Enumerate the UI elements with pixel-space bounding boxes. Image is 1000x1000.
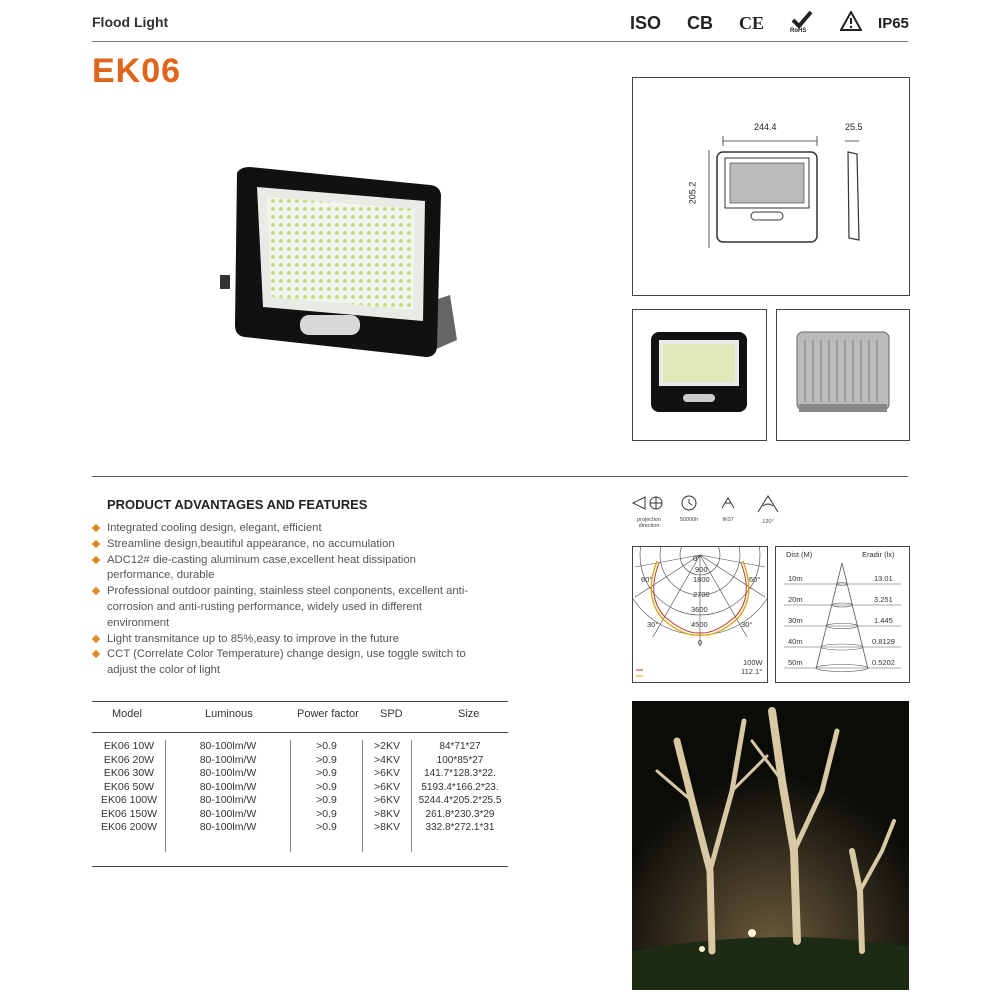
width-dimension: 244.4 (754, 122, 777, 132)
dist-header: Dist (M) (786, 550, 813, 559)
cb-mark: CB (687, 12, 714, 33)
table-cell: >0.9 (316, 780, 337, 793)
impact-rating-icon: IK07 (716, 494, 740, 523)
table-cell: >6KV (374, 767, 400, 779)
ip-rating: IP65 (878, 14, 909, 32)
lux-header: Eradir (lx) (862, 550, 895, 559)
luminous-column (166, 740, 290, 835)
dist-value: 20m (788, 595, 803, 604)
features-title: PRODUCT ADVANTAGES AND FEATURES (107, 497, 368, 512)
polar-label: 30° (647, 620, 659, 629)
polar-label: 1800 (693, 575, 710, 584)
table-cell: 80-100lm/W (199, 753, 257, 766)
table-cell: EK06 200W (100, 821, 158, 833)
lux-value: 13.01 (874, 574, 893, 583)
column-header: Model (112, 708, 142, 720)
lux-value: 0.8129 (872, 637, 895, 646)
dist-value: 10m (788, 574, 803, 583)
illuminance-table (775, 546, 910, 683)
table-cell: 80-100lm/W (199, 807, 257, 820)
table-header-rule (92, 732, 508, 733)
section-divider (92, 476, 908, 477)
table-cell: >8KV (374, 821, 400, 833)
table-cell: 141.7*128.3*22. (424, 768, 496, 779)
table-cell: >4KV (374, 753, 400, 766)
list-item: CCT (Correlate Color Temperature) change design, use toggle switch to adjust the color of light (92, 647, 482, 679)
projection-direction-icon: projection direction (630, 494, 668, 529)
spd-column (363, 740, 411, 835)
list-item: ADC12# die-casting aluminum case,excellent heat dissipation performance, durable (92, 553, 482, 585)
table-cell: 5193.4*166.2*23. (421, 781, 499, 793)
certification-bar (630, 10, 935, 36)
table-cell: >0.9 (316, 821, 337, 833)
table-cell: >0.9 (316, 807, 337, 820)
back-view-photo (776, 309, 910, 441)
table-cell: 80-100lm/W (199, 740, 257, 752)
table-cell: 84*71*27 (439, 741, 481, 752)
table-cell: EK06 100W (100, 794, 158, 806)
application-photo (632, 701, 909, 990)
polar-label: 0° (693, 554, 701, 563)
table-cell: >0.9 (316, 767, 337, 779)
polar-label: 3600 (691, 605, 708, 614)
column-header: Luminous (205, 708, 253, 720)
model-title: EK06 (92, 52, 182, 90)
table-cell: 80-100lm/W (199, 821, 257, 833)
table-cell: 261.8*230.3*29 (425, 808, 495, 820)
category-title: Flood Light (92, 14, 169, 30)
table-cell: >8KV (374, 807, 400, 820)
table-cell: >0.9 (316, 753, 337, 766)
polar-label: 60° (641, 575, 653, 584)
list-item: Light transmitance up to 85%,easy to improve in the future (92, 632, 482, 648)
polar-label: 60° (749, 575, 761, 584)
list-item: Professional outdoor painting, stainless steel conponents, excellent anti-corrosion and anti-rusting performance, widely used in different environment (92, 584, 482, 631)
table-cell: 80-100lm/W (199, 780, 257, 793)
column-header: SPD (380, 708, 403, 720)
dimension-drawing (632, 77, 910, 296)
size-column (412, 740, 508, 835)
product-photo (205, 125, 475, 420)
column-header: Size (458, 708, 480, 720)
column-header: Power factor (297, 708, 359, 720)
table-cell: >2KV (374, 740, 400, 752)
lifetime-clock-icon: 50000h (674, 494, 704, 523)
table-cell: EK06 150W (100, 807, 158, 820)
table-cell: 332.8*272.1*31 (425, 822, 495, 833)
ce-mark: CE (739, 12, 765, 33)
table-cell: EK06 50W (103, 780, 155, 793)
polar-label: 4500 (691, 620, 708, 629)
polar-light-distribution (632, 546, 768, 683)
table-cell: >0.9 (316, 740, 337, 752)
rohs-label: RoHS (790, 28, 807, 34)
hazard-warning-icon (840, 11, 862, 36)
iso-mark: ISO (630, 12, 662, 33)
table-cell: 80-100lm/W (199, 794, 257, 806)
dist-value: 50m (788, 658, 803, 667)
polar-power: 100W (743, 658, 763, 667)
lux-value: 1.445 (874, 616, 893, 625)
table-cell: 80-100lm/W (199, 767, 257, 779)
height-dimension: 205.2 (687, 181, 698, 205)
table-cell: EK06 30W (103, 767, 155, 779)
table-bottom-rule (92, 866, 508, 867)
dist-value: 40m (788, 637, 803, 646)
polar-label: 30° (741, 620, 753, 629)
table-cell: EK06 20W (103, 753, 155, 766)
power-factor-column (291, 740, 362, 835)
front-view-photo (632, 309, 767, 441)
polar-label: 900 (695, 565, 708, 574)
beam-angle-icon: 120° (754, 494, 782, 525)
polar-angle: 112.1° (741, 667, 763, 676)
lux-value: 3.251 (874, 595, 893, 604)
table-cell: >0.9 (316, 794, 337, 806)
table-cell: >6KV (374, 780, 400, 793)
header-divider (92, 41, 908, 42)
polar-label: 0 (698, 638, 703, 647)
spec-icons-row (630, 494, 790, 528)
depth-dimension: 25.5 (845, 122, 863, 132)
table-cell: 5244.4*205.2*25.5 (418, 795, 502, 806)
lux-value: 0.5202 (872, 658, 895, 667)
table-cell: EK06 10W (103, 740, 155, 752)
list-item: Integrated cooling design, elegant, efficient (92, 521, 482, 537)
rohs-icon (790, 10, 814, 36)
table-cell: >6KV (374, 794, 400, 806)
model-column (92, 740, 166, 835)
table-cell: 100*85*27 (436, 754, 484, 766)
features-list (92, 521, 482, 679)
list-item: Streamline design,beautiful appearance, no accumulation (92, 537, 482, 553)
dist-value: 30m (788, 616, 803, 625)
table-top-rule (92, 701, 508, 702)
polar-label: 2700 (693, 590, 710, 599)
